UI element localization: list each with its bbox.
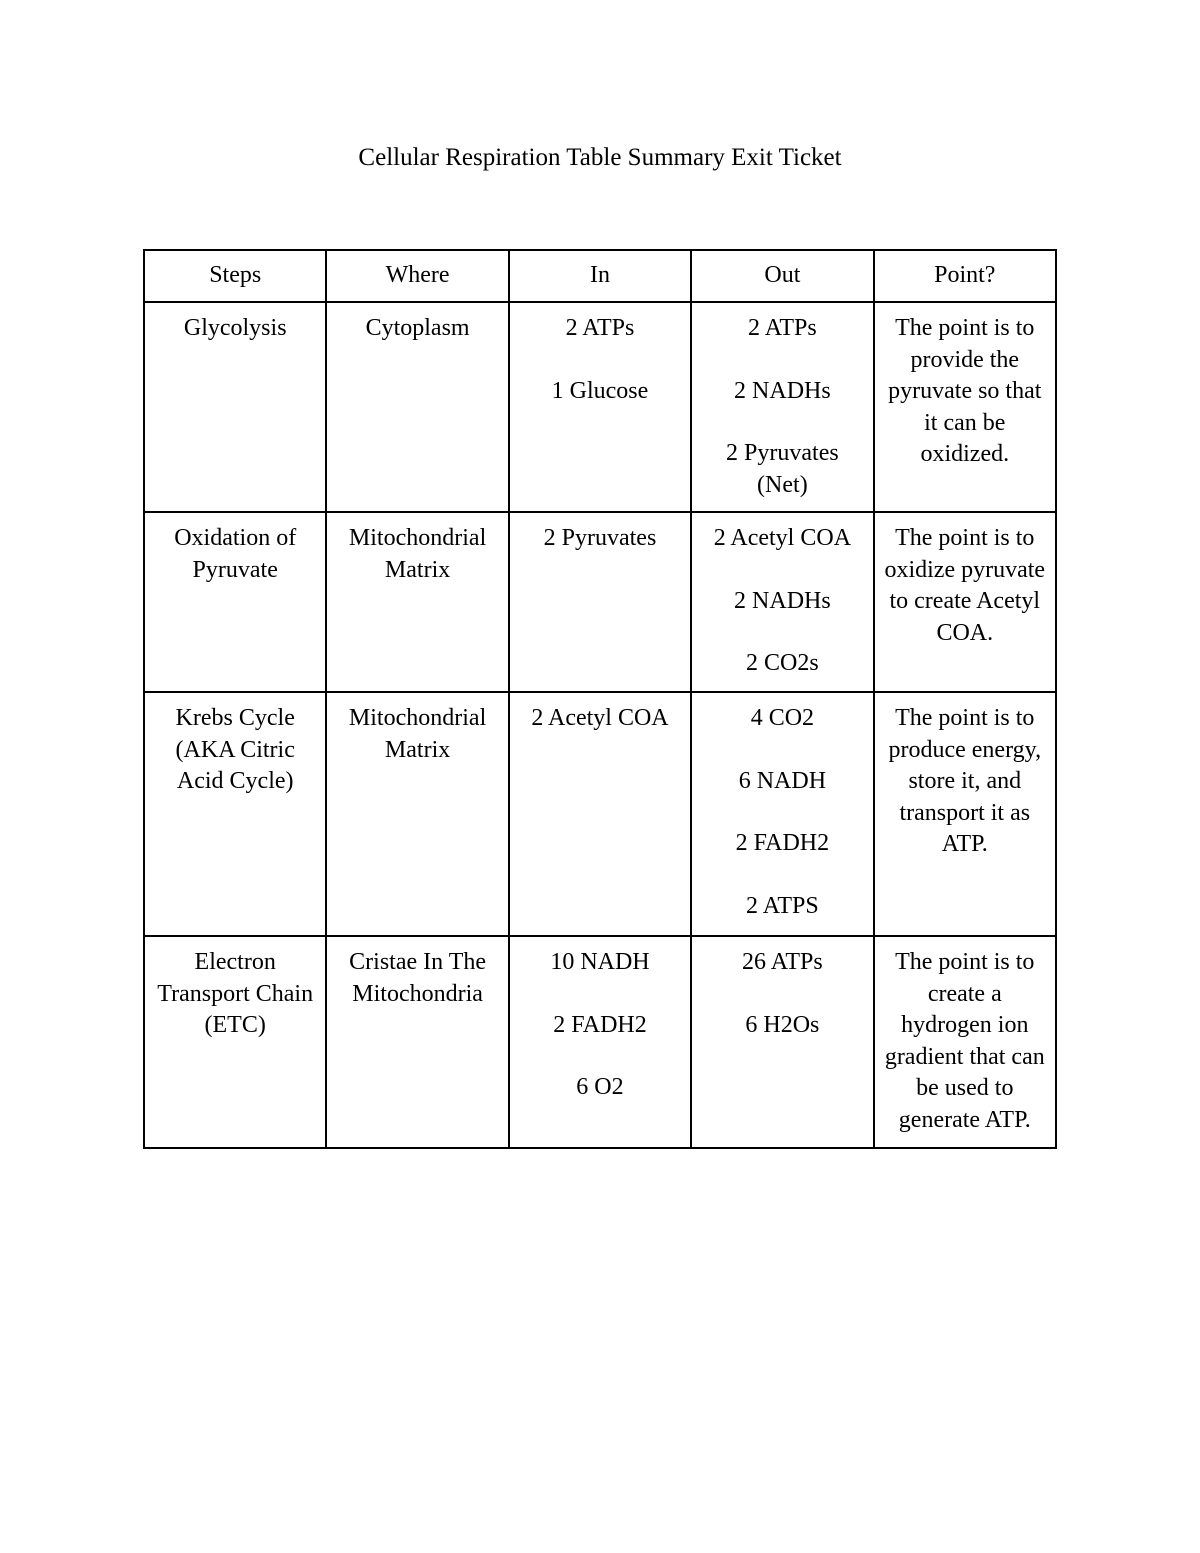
header-steps: Steps [144,250,326,302]
out-cell [691,512,873,692]
out-item: 26 ATPs [742,949,823,975]
in-cell [509,936,691,1148]
out-item: 2 ATPS [746,892,819,919]
where-cell: Cytoplasm [326,302,508,512]
out-item: 6 NADH [738,767,827,794]
out-cell [691,302,873,512]
out-cell [691,936,873,1148]
header-where: Where [326,250,508,302]
out-item: 4 CO2 [750,705,815,731]
table-row [144,692,1056,936]
point-cell [874,692,1056,936]
where-cell: Mitochondrial Matrix [326,512,508,692]
table-row [144,302,1056,512]
point-cell [874,512,1056,692]
where-cell: Cristae In The Mitochondria [326,936,508,1148]
table-row [144,936,1056,1148]
header-out: Out [691,250,873,302]
out-cell [691,692,873,936]
out-item: 2 NADHs [734,587,831,614]
respiration-summary-table [143,249,1057,1149]
step-cell: Electron Transport Chain (ETC) [144,936,326,1148]
out-item: 2 FADH2 [735,830,830,856]
point-cell [874,302,1056,512]
in-item: 1 Glucose [551,377,649,404]
point-text: The point is to provide the pyruvate so that it can be oxidized. [888,315,1042,467]
point-text: The point is to create a hydrogen ion gradient that can be used to generate ATP. [884,949,1045,1133]
step-cell: Krebs Cycle (AKA Citric Acid Cycle) [144,692,326,936]
header-point: Point? [874,250,1056,302]
step-cell: Glycolysis [144,302,326,512]
in-item: 2 Acetyl COA [531,705,669,731]
out-item: 2 Acetyl COA [713,525,852,551]
in-item: 2 FADH2 [553,1011,647,1038]
header-in: In [509,250,691,302]
in-item: 2 Pyruvates [543,525,657,551]
in-cell [509,512,691,692]
out-item: 2 CO2s [746,650,819,676]
in-item: 10 NADH [550,949,650,975]
out-item: 2 ATPs [748,315,817,341]
point-text: The point is to oxidize pyruvate to create Acetyl COA. [884,525,1046,646]
in-cell [509,692,691,936]
point-text: The point is to produce energy, store it, and transport it as ATP. [888,705,1042,857]
in-cell [509,302,691,512]
table-row [144,512,1056,692]
where-cell: Mitochondrial Matrix [326,692,508,936]
out-item: 6 H2Os [745,1011,820,1038]
table-header-row [144,250,1056,302]
point-cell [874,936,1056,1148]
in-item: 2 ATPs [565,315,635,341]
step-cell: Oxidation of Pyruvate [144,512,326,692]
document-title: Cellular Respiration Table Summary Exit Ticket [358,144,842,171]
out-item: 2 Pyruvates (Net) [726,440,839,498]
out-item: 2 NADHs [734,377,831,404]
in-item: 6 O2 [576,1074,624,1100]
